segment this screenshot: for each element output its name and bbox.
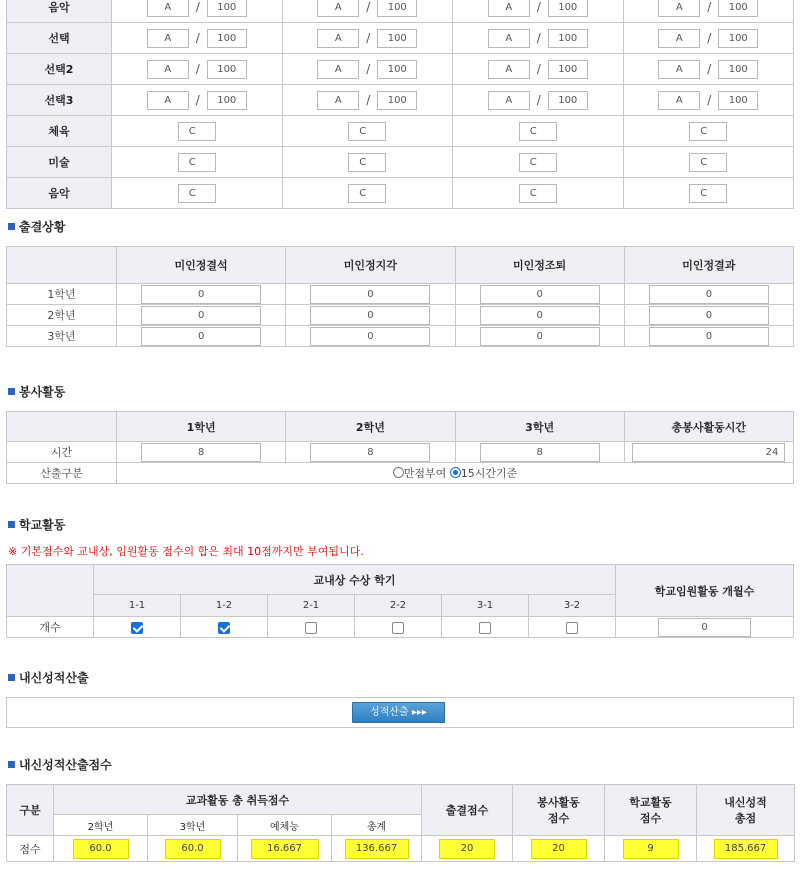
- slash-separator: /: [536, 62, 541, 76]
- grade-select[interactable]: A: [488, 29, 530, 48]
- slash-separator: /: [366, 31, 371, 45]
- attendance-title-text: 출결상황: [19, 220, 66, 234]
- grade-select[interactable]: A: [488, 60, 530, 79]
- award-term-checkbox-3-1[interactable]: [479, 622, 491, 634]
- achievement-input[interactable]: C: [178, 153, 216, 172]
- slash-separator: /: [707, 31, 712, 45]
- attendance-input[interactable]: 0: [480, 285, 600, 304]
- final-score-value: 20: [439, 839, 495, 859]
- achievement-input[interactable]: C: [178, 184, 216, 203]
- grades-table: [6, 0, 794, 209]
- score-input[interactable]: 100: [377, 0, 417, 17]
- attendance-header: 미인정결과: [624, 247, 793, 284]
- subject-label: 선택3: [7, 85, 112, 116]
- attendance-year-label: 2학년: [7, 305, 117, 326]
- award-term-checkbox-2-2[interactable]: [392, 622, 404, 634]
- volunteer-header: 3학년: [455, 412, 624, 442]
- volunteer-title-text: 봉사활동: [19, 385, 66, 399]
- slash-separator: /: [536, 0, 541, 14]
- volunteer-header: 1학년: [117, 412, 286, 442]
- slash-separator: /: [195, 62, 200, 76]
- subject-label: 음악: [7, 0, 112, 23]
- attendance-input[interactable]: 0: [141, 306, 261, 325]
- score-input[interactable]: 100: [377, 91, 417, 110]
- final-score-value: 60.0: [165, 839, 221, 859]
- award-term-checkbox-1-1[interactable]: [131, 622, 143, 634]
- section-square-icon: [8, 388, 15, 395]
- attendance-input[interactable]: 0: [141, 327, 261, 346]
- section-square-icon: [8, 674, 15, 681]
- attendance-row: [7, 305, 794, 326]
- volunteer-header: 총봉사활동시간: [624, 412, 793, 442]
- calc-section-title: [8, 669, 89, 686]
- final-score-row: [7, 836, 795, 862]
- final-section-title: [8, 756, 112, 773]
- final-gubun-header: 구분: [7, 785, 54, 836]
- achievement-input[interactable]: C: [689, 153, 727, 172]
- score-input[interactable]: 100: [718, 29, 758, 48]
- volunteer-calc-row: [7, 463, 794, 484]
- achievement-input[interactable]: C: [348, 153, 386, 172]
- term-header: 3-1: [442, 595, 529, 617]
- grades-row: [7, 116, 794, 147]
- slash-separator: /: [536, 93, 541, 107]
- grade-select[interactable]: A: [317, 0, 359, 17]
- slash-separator: /: [195, 31, 200, 45]
- calc-title-text: 내신성적산출: [19, 671, 89, 685]
- score-input[interactable]: 100: [548, 60, 588, 79]
- final-score-value: 9: [623, 839, 679, 859]
- achievement-input[interactable]: C: [519, 122, 557, 141]
- volunteer-corner-header: [7, 412, 117, 442]
- final-score-value: 20: [531, 839, 587, 859]
- attendance-input[interactable]: 0: [141, 285, 261, 304]
- school-title-text: 학교활동: [19, 518, 66, 532]
- attendance-row: [7, 326, 794, 347]
- score-input[interactable]: 100: [548, 29, 588, 48]
- final-score-table: [6, 784, 795, 862]
- attendance-header: 미인정지각: [286, 247, 455, 284]
- final-score-value: 16.667: [251, 839, 319, 859]
- slash-separator: /: [366, 0, 371, 14]
- score-input[interactable]: 100: [548, 0, 588, 17]
- school-corner-header: [7, 565, 94, 617]
- school-warning: ※ 기본점수와 교내상, 임원활동 점수의 합은 최대 10점까지만 부여됩니다.: [8, 545, 364, 558]
- score-input[interactable]: 100: [207, 29, 247, 48]
- achievement-input[interactable]: C: [348, 122, 386, 141]
- subject-label: 체육: [7, 116, 112, 147]
- volunteer-calc-label: 산출구분: [7, 463, 117, 484]
- grade-select[interactable]: A: [658, 60, 700, 79]
- final-score-value: 136.667: [345, 839, 409, 859]
- grade-select[interactable]: A: [488, 91, 530, 110]
- award-count-row: [7, 617, 794, 638]
- subject-label: 선택2: [7, 54, 112, 85]
- volunteer-table: [6, 411, 794, 484]
- award-term-checkbox-2-1[interactable]: [305, 622, 317, 634]
- score-input[interactable]: 100: [718, 91, 758, 110]
- final-attendance-header: 출결점수: [422, 785, 513, 836]
- officer-months-input[interactable]: 0: [658, 618, 751, 637]
- score-input[interactable]: 100: [377, 29, 417, 48]
- score-input[interactable]: 100: [207, 60, 247, 79]
- grades-row: [7, 54, 794, 85]
- slash-separator: /: [366, 93, 371, 107]
- slash-separator: /: [195, 93, 200, 107]
- award-count-label: 개수: [7, 617, 94, 638]
- final-school-header: 학교활동 점수: [605, 785, 697, 836]
- term-header: 1-1: [94, 595, 181, 617]
- term-header: 2-2: [355, 595, 442, 617]
- achievement-input[interactable]: C: [519, 153, 557, 172]
- term-header: 2-1: [268, 595, 355, 617]
- school-section-title: [8, 516, 65, 533]
- volunteer-time-row: [7, 442, 794, 463]
- radio-15h-standard[interactable]: [450, 467, 461, 478]
- score-input[interactable]: 100: [718, 0, 758, 17]
- radio-15h-standard-label: 15시간기준: [460, 467, 518, 480]
- grade-select[interactable]: A: [658, 91, 700, 110]
- attendance-section-title: [8, 218, 65, 235]
- final-subheader: 예체능: [238, 815, 332, 836]
- attendance-input[interactable]: 0: [480, 306, 600, 325]
- attendance-input[interactable]: 0: [649, 285, 769, 304]
- attendance-input[interactable]: 0: [310, 285, 430, 304]
- section-square-icon: [8, 223, 15, 230]
- slash-separator: /: [707, 0, 712, 14]
- final-score-value: 185.667: [714, 839, 778, 859]
- grades-row: [7, 178, 794, 209]
- volunteer-header: 2학년: [286, 412, 455, 442]
- attendance-table: [6, 246, 794, 347]
- grades-row: [7, 0, 794, 23]
- score-input[interactable]: 100: [377, 60, 417, 79]
- subject-label: 음악: [7, 178, 112, 209]
- school-activity-table: [6, 564, 794, 638]
- achievement-input[interactable]: C: [689, 184, 727, 203]
- final-row-label: 점수: [7, 836, 54, 862]
- achievement-input[interactable]: C: [689, 122, 727, 141]
- grade-select[interactable]: A: [317, 29, 359, 48]
- grades-row: [7, 147, 794, 178]
- attendance-header: 미인정조퇴: [455, 247, 624, 284]
- subject-label: 선택: [7, 23, 112, 54]
- grade-select[interactable]: A: [658, 0, 700, 17]
- volunteer-total-input[interactable]: 24: [632, 443, 785, 462]
- grade-select[interactable]: A: [658, 29, 700, 48]
- grades-row: [7, 23, 794, 54]
- volunteer-time-label: 시간: [7, 442, 117, 463]
- attendance-input[interactable]: 0: [649, 327, 769, 346]
- final-title-text: 내신성적산출점수: [19, 758, 112, 772]
- term-header: 3-2: [529, 595, 616, 617]
- attendance-input[interactable]: 0: [310, 327, 430, 346]
- slash-separator: /: [195, 0, 200, 14]
- achievement-input[interactable]: C: [178, 122, 216, 141]
- slash-separator: /: [707, 62, 712, 76]
- slash-separator: /: [707, 93, 712, 107]
- grade-select[interactable]: A: [147, 91, 189, 110]
- final-subheader: 총계: [332, 815, 422, 836]
- score-input[interactable]: 100: [207, 91, 247, 110]
- radio-full-score-label: 만점부여: [403, 467, 447, 480]
- attendance-year-label: 1학년: [7, 284, 117, 305]
- subject-label: 미술: [7, 147, 112, 178]
- attendance-row: [7, 284, 794, 305]
- volunteer-hours-input-2[interactable]: 8: [310, 443, 430, 462]
- grade-select[interactable]: A: [147, 29, 189, 48]
- final-score-value: 60.0: [73, 839, 129, 859]
- volunteer-section-title: [8, 383, 65, 400]
- slash-separator: /: [536, 31, 541, 45]
- term-header: 1-2: [181, 595, 268, 617]
- grade-select[interactable]: A: [147, 60, 189, 79]
- final-subheader: 2학년: [54, 815, 148, 836]
- grade-select[interactable]: A: [147, 0, 189, 17]
- final-subheader: 3학년: [148, 815, 238, 836]
- attendance-input[interactable]: 0: [480, 327, 600, 346]
- volunteer-hours-input-1[interactable]: 8: [141, 443, 261, 462]
- final-total-header: 내신성적 총점: [697, 785, 795, 836]
- section-square-icon: [8, 521, 15, 528]
- section-square-icon: [8, 761, 15, 768]
- grade-select[interactable]: A: [488, 0, 530, 17]
- attendance-corner-header: [7, 247, 117, 284]
- grade-select[interactable]: A: [317, 60, 359, 79]
- calc-box: [6, 697, 794, 728]
- award-terms-header: 교내상 수상 학기: [94, 565, 616, 595]
- final-volunteer-header: 봉사활동 점수: [513, 785, 605, 836]
- attendance-input[interactable]: 0: [310, 306, 430, 325]
- score-input[interactable]: 100: [718, 60, 758, 79]
- attendance-input[interactable]: 0: [649, 306, 769, 325]
- award-term-checkbox-3-2[interactable]: [566, 622, 578, 634]
- attendance-header: 미인정결석: [117, 247, 286, 284]
- score-input[interactable]: 100: [207, 0, 247, 17]
- slash-separator: /: [366, 62, 371, 76]
- radio-full-score[interactable]: [393, 467, 404, 478]
- grades-row: [7, 85, 794, 116]
- grade-select[interactable]: A: [317, 91, 359, 110]
- award-term-checkbox-1-2[interactable]: [218, 622, 230, 634]
- volunteer-hours-input-3[interactable]: 8: [480, 443, 600, 462]
- achievement-input[interactable]: C: [519, 184, 557, 203]
- final-subject-group-header: 교과활동 총 취득점수: [54, 785, 422, 815]
- officer-months-header: 학교임원활동 개월수: [616, 565, 794, 617]
- attendance-year-label: 3학년: [7, 326, 117, 347]
- achievement-input[interactable]: C: [348, 184, 386, 203]
- score-input[interactable]: 100: [548, 91, 588, 110]
- calculate-grade-button[interactable]: 성적산출 ▸▸▸: [352, 702, 445, 723]
